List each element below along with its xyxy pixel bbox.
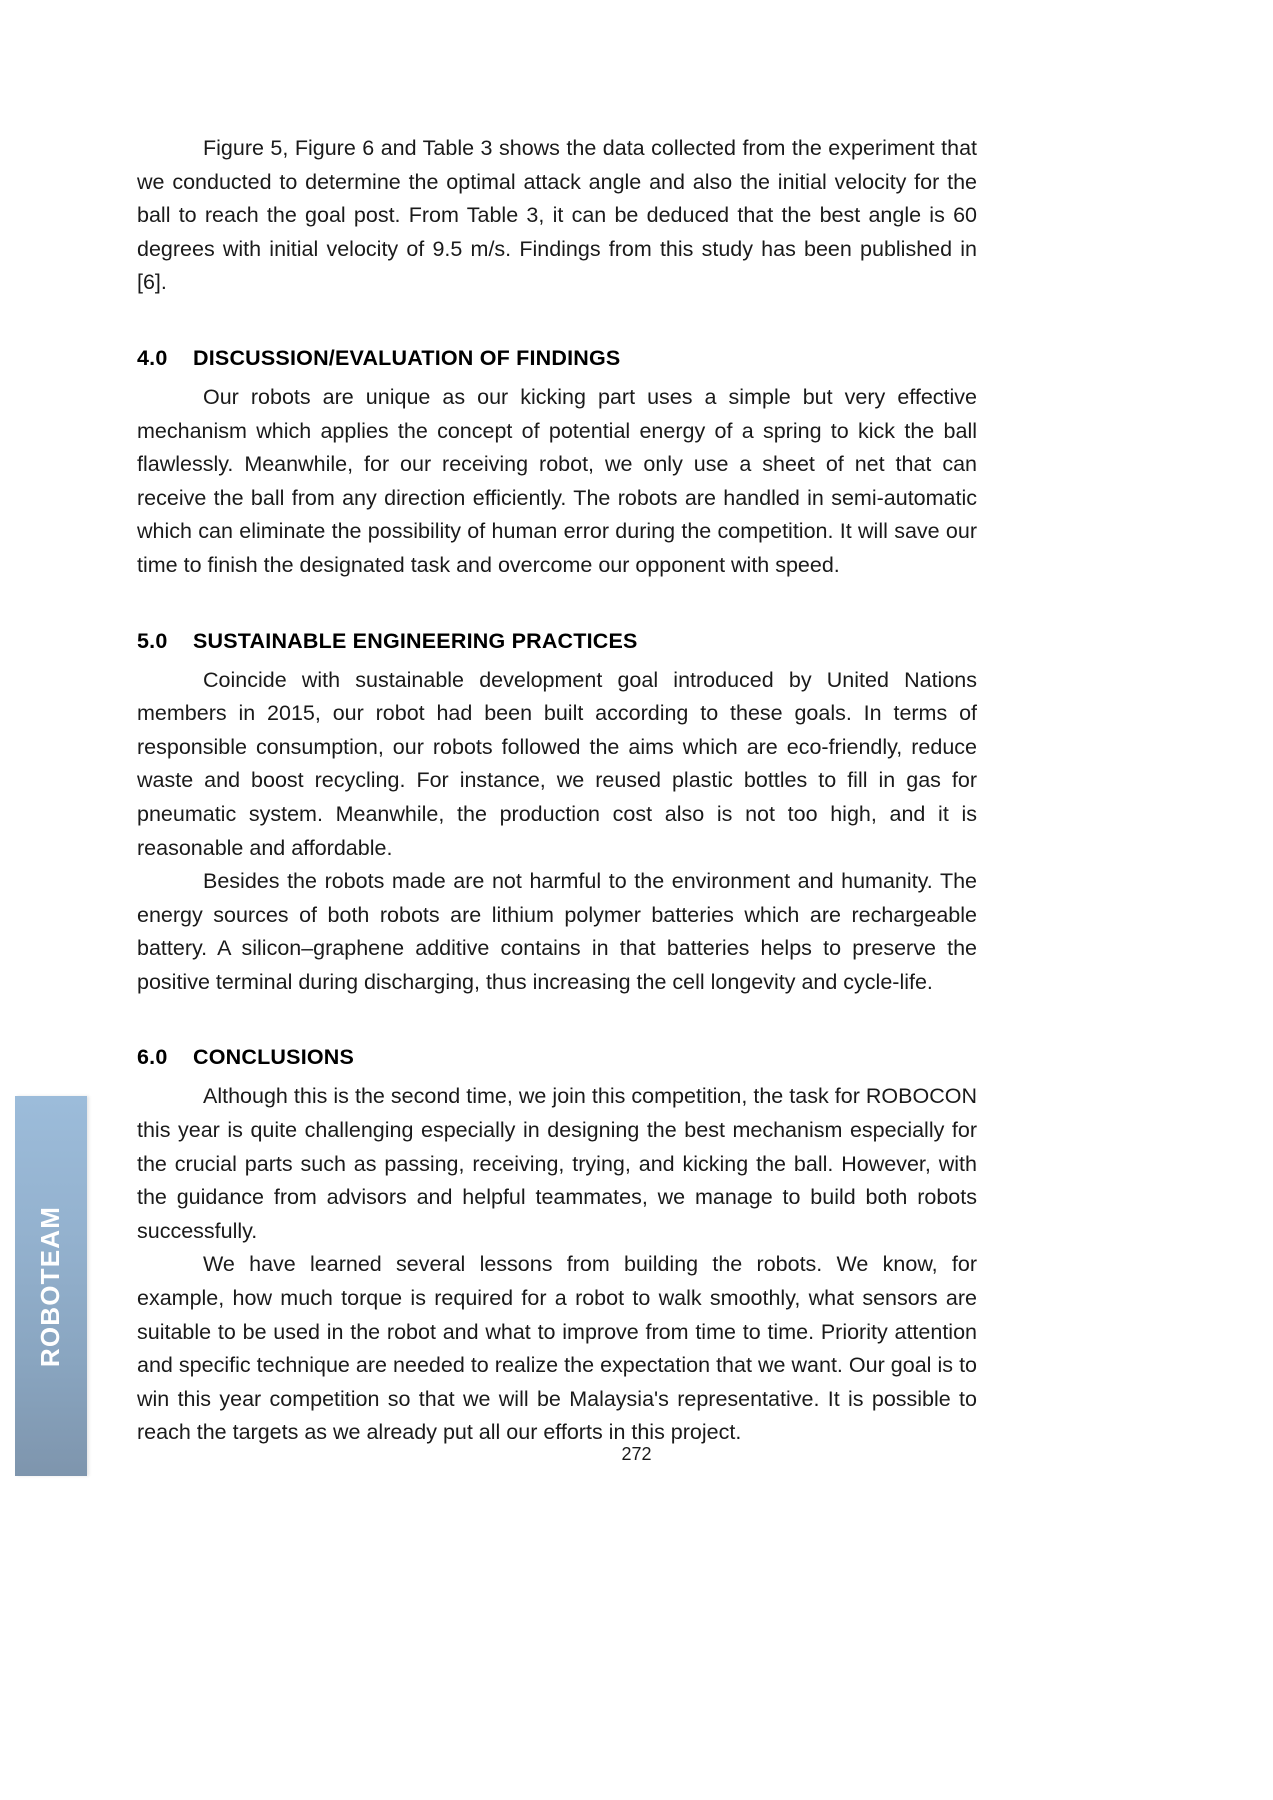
section-number-4: 4.0 <box>137 345 168 370</box>
section-5-paragraph-1: Coincide with sustainable development goal introduced by United Nations members in 2015, our robot had been built according to these goals. In terms of responsible consumption, our robots followed the aims which are eco-friendly, reduce waste and boost recycling. For instance, we reused plastic bottles to fill in gas for pneumatic system. Meanwhile, the production cost also is not too high, and it is reasonable and affordable. <box>137 667 977 860</box>
spacer <box>137 999 977 1045</box>
spacer <box>137 300 977 346</box>
section-number-5: 5.0 <box>137 628 168 653</box>
spacer <box>137 583 977 629</box>
section-5-paragraph-2: Besides the robots made are not harmful to the environment and humanity. The energy sources of both robots are lithium polymer batteries which are rechargeable battery. A silicon–graphene additive contains in that batteries helps to preserve the positive terminal during discharging, thus increasing the cell longevity and cycle-life. <box>137 869 977 994</box>
section-title-4: DISCUSSION/EVALUATION OF FINDINGS <box>193 345 621 370</box>
intro-paragraph: Figure 5, Figure 6 and Table 3 shows the data collected from the experiment that we conducted to determine the optimal attack angle and also the initial velocity for the ball to reach the goal post. From Table 3, it can be deduced that the best angle is 60 degrees with initial velocity of 9.5 m/s. Findings from this study has been published in [6]. <box>137 136 977 295</box>
section-title-6: CONCLUSIONS <box>193 1045 355 1070</box>
section-number-6: 6.0 <box>137 1045 168 1070</box>
section-heading-6 <box>137 1045 977 1070</box>
section-6-paragraph-1: Although this is the second time, we join this competition, the task for ROBOCON this year is quite challenging especially in designing the best mechanism especially for the crucial parts such as passing, receiving, trying, and kicking the ball. However, with the guidance from advisors and helpful teammates, we manage to build both robots successfully. <box>137 1084 977 1243</box>
page-content <box>137 132 977 1450</box>
section-title-5: SUSTAINABLE ENGINEERING PRACTICES <box>193 628 638 653</box>
page-number: 272 <box>621 1444 652 1464</box>
side-tab-roboteam <box>15 1096 87 1476</box>
section-heading-5 <box>137 629 977 654</box>
spacer <box>137 1070 977 1080</box>
spacer <box>137 654 977 664</box>
section-heading-4 <box>137 346 977 371</box>
side-tab-label: ROBOTEAM <box>35 1205 66 1367</box>
section-4-paragraph-1: Our robots are unique as our kicking part uses a simple but very effective mechanism which applies the concept of potential energy of a spring to kick the ball flawlessly. Meanwhile, for our receiving robot, we only use a sheet of net that can receive the ball from any direction efficiently. The robots are handled in semi-automatic which can eliminate the possibility of human error during the competition. It will save our time to finish the designated task and overcome our opponent with speed. <box>137 384 977 577</box>
spacer <box>137 371 977 381</box>
section-6-paragraph-2: We have learned several lessons from building the robots. We know, for example, how much torque is required for a robot to walk smoothly, what sensors are suitable to be used in the robot and what to improve from time to time. Priority attention and specific technique are needed to realize the expectation that we want. Our goal is to win this year competition so that we will be Malaysia's representative. It is possible to reach the targets as we already put all our efforts in this project. <box>137 1252 977 1445</box>
